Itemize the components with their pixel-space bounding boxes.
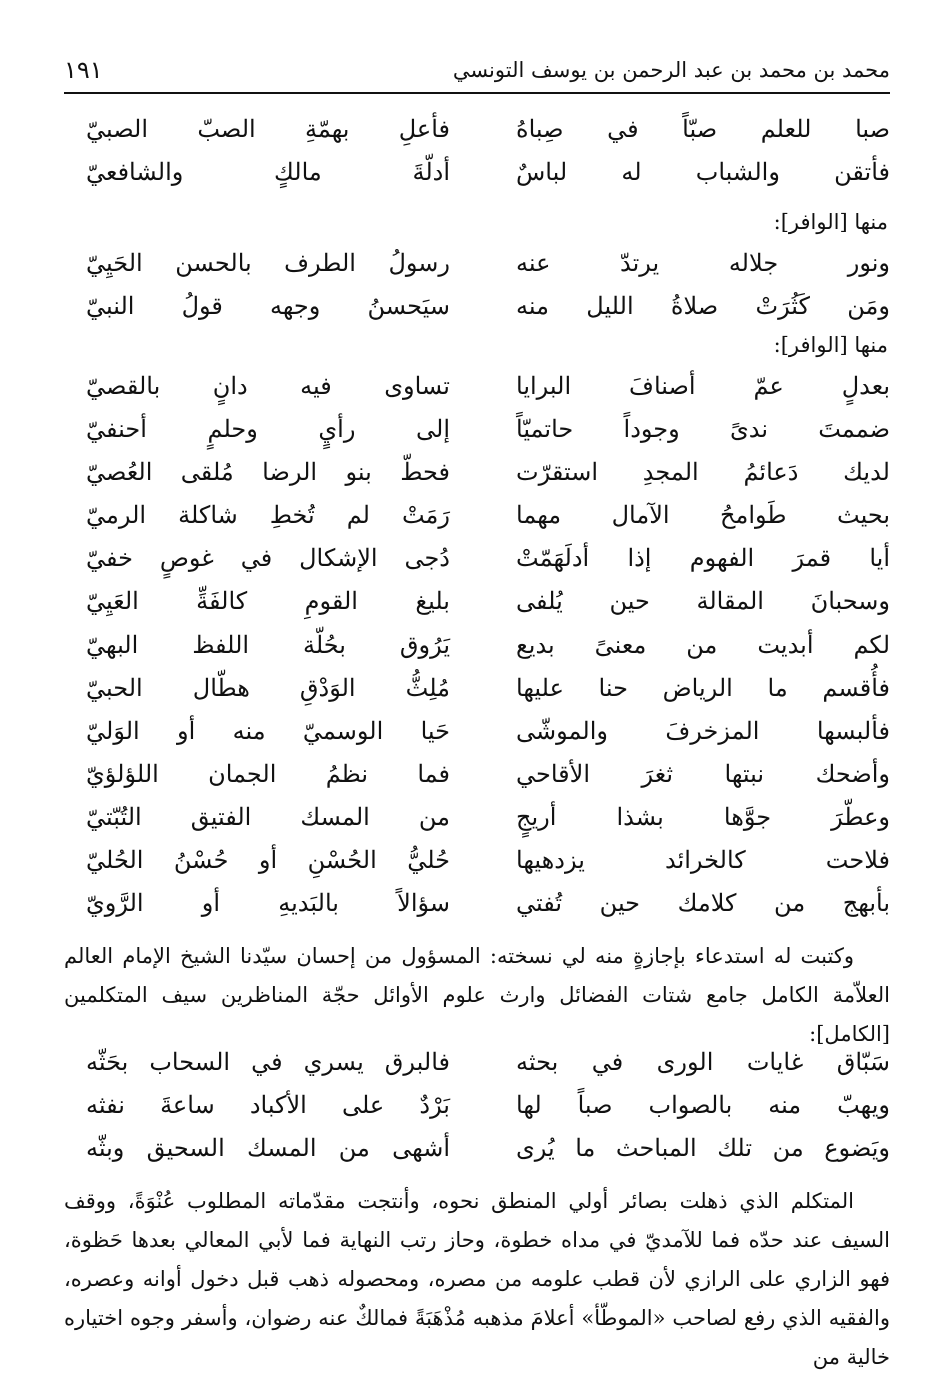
verse-second-hemistich: أدلّةَ مالكٍ والشافعيّ [86,158,450,187]
verse-line [64,760,890,803]
verse-line [64,372,890,415]
verse-first-hemistich: ويَضوع من تلك المباحث ما يُرى [516,1134,890,1163]
verse-second-hemistich: رَمَتْ لم تُخطِ شاكلة الرميّ [86,501,450,530]
verse-second-hemistich: بليغ القومِ كالفَةِّ العَيِيّ [86,587,450,616]
prose-text: المتكلم الذي ذهلت بصائر أولي المنطق نحوه، وأنتجت مقدّماته المطلوب عُنْوَةً، ووقف السيف عند حدّه فما للآمديّ في مداه خطوة، وحاز رتب النهاية فما لأبي المعالي بعدها حَظوة، فهو الزاري على الرازي لأن قطب علومه من مصره، ومحصوله ذهب قبل دخول أوانه وعصره، والفقيه الذي رفع لصاحب «الموطّأ» أعلامَ مذهبه مُذْهَبَةً فمالكٌ عنه رضوان، وأسفر وجوه اختياره خالية من [64,1189,890,1369]
verse-first-hemistich: لديك دَعائمُ المجدِ استقرّت [516,458,890,487]
verse-first-hemistich: بعدلٍ عمّ أصنافَ البرايا [516,372,890,400]
verse-line [64,158,890,201]
verse-first-hemistich: ضممتَ ندىً وجوداً حاتميّاً [516,415,890,444]
verse-second-hemistich: إلى رأيٍ وحلمٍ أحنفيّ [86,415,450,444]
verse-second-hemistich: رسولُ الطرف بالحسن الحَيِيّ [86,249,450,277]
verse-block-1 [64,115,890,201]
verse-first-hemistich: فأُقسم ما الرياض حنا عليها [516,673,890,702]
verse-line [64,544,890,587]
verse-first-hemistich: فأتقن والشباب له لباسٌ [516,158,890,187]
verse-line [64,415,890,458]
verse-second-hemistich: أشهى من المسك السحيق وبثّه [86,1134,450,1163]
verse-second-hemistich: تساوى فيه دانٍ بالقصيّ [86,372,450,400]
verse-line [64,501,890,544]
verse-block-3 [64,372,890,932]
verse-second-hemistich: فما نظمُ الجمان اللؤلؤيّ [86,759,450,788]
verse-second-hemistich: حُليُّ الحُسْنِ أو حُسْنُ الحُليّ [86,846,450,875]
verse-line [64,292,890,335]
verse-second-hemistich: فحطّ بنو الرضا مُلقى العُصيّ [86,458,450,487]
verse-second-hemistich: حَيا الوسميّ منه أو الوَليّ [86,716,450,745]
verse-second-hemistich: من المسك الفتيق التُبّتيّ [86,802,450,831]
verse-second-hemistich: بَرْدٌ على الأكباد ساعةَ نفثه [86,1091,450,1120]
verse-first-hemistich: ومَن كَثُرَتْ صلاةُ الليل منه [516,292,890,321]
verse-block-2 [64,249,890,335]
verse-line [64,674,890,717]
verse-line [64,1091,890,1134]
meter-label: منها [الوافر]: [773,210,888,234]
verse-first-hemistich: فألبسها المزخرفَ والموشّى [516,716,890,745]
verse-first-hemistich: سَبّاق غايات الورى في بحثه [516,1048,890,1076]
verse-first-hemistich: صبا للعلم صبّاً في صِباهُ [516,115,890,143]
verse-line [64,587,890,630]
verse-line [64,1134,890,1177]
meter-label: منها [الوافر]: [773,333,888,357]
verse-line [64,803,890,846]
verse-first-hemistich: أيا قمرَ الفهوم إذا أدلَهَمّتْ [516,544,890,573]
verse-second-hemistich: مُلِثُّ الوَدْقِ هطّال الحبيّ [86,673,450,702]
verse-first-hemistich: وعطّرَ جوَّها بشذا أريجٍ [516,802,890,831]
verse-block-4 [64,1048,890,1177]
verse-first-hemistich: ويهبّ منه بالصواب صباً لها [516,1091,890,1120]
verse-second-hemistich: يَرُوق بحُلّة اللفظ البهيّ [86,630,450,659]
verse-first-hemistich: بأبهج من كلامك حين تُفتي [516,889,890,918]
verse-line [64,458,890,501]
verse-first-hemistich: بحيث طَوامحُ الآمال مهما [516,501,890,530]
page-number: ١٩١ [64,56,103,84]
verse-second-hemistich: سؤالاً بالبَديهِ أو الرَّويّ [86,889,450,918]
verse-first-hemistich: وأضحك نبتها ثغرَ الأقاحي [516,759,890,788]
running-title: محمد بن محمد بن عبد الرحمن بن يوسف التونسي [452,58,890,82]
verse-second-hemistich: فالبرق يسري في السحاب بحَثّه [86,1048,450,1076]
verse-line [64,846,890,889]
verse-first-hemistich: لكم أبديت من معنىً بديع [516,630,890,659]
verse-line [64,1048,890,1091]
verse-line [64,115,890,158]
prose-paragraph [64,937,890,1054]
verse-second-hemistich: دُجى الإشكال في غوصٍ خفيّ [86,544,450,573]
page-header [64,52,890,94]
verse-second-hemistich: سيَحسنُ وجهه قولُ النبيّ [86,292,450,321]
verse-line [64,631,890,674]
verse-first-hemistich: وسحبانَ المقالة حين يُلفى [516,587,890,616]
verse-line [64,717,890,760]
prose-text: وكتبت له استدعاء بإجازةٍ منه لي نسخته: المسؤول من إحسان سيّدنا الشيخ الإمام العالم العلاّمة الكامل جامع شتات الفضائل وارث علوم الأوائل حجّة المناظرين سيف المتكلمين [الكامل]: [64,944,890,1046]
verse-first-hemistich: ونور جلاله يرتدّ عنه [516,249,890,277]
verse-second-hemistich: فأعلِ بهمّةِ الصبّ الصبيّ [86,115,450,143]
verse-line [64,249,890,292]
verse-first-hemistich: فلاحت كالخرائد يزدهيها [516,846,890,875]
verse-line [64,889,890,932]
prose-paragraph [64,1182,890,1377]
